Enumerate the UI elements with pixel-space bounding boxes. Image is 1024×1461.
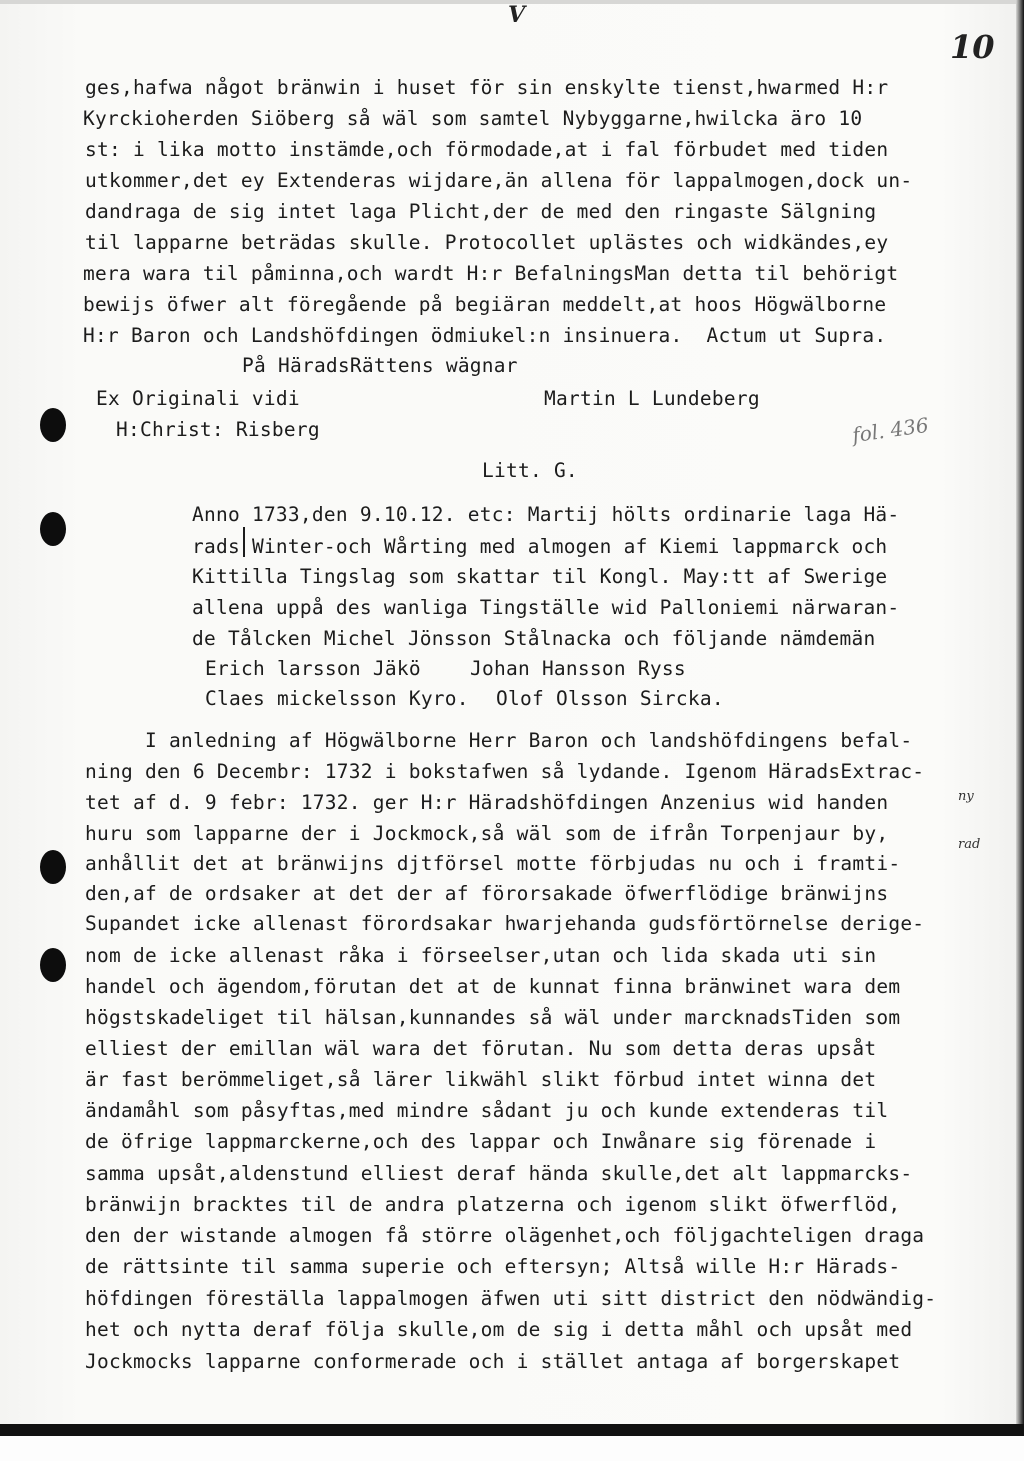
- text-line: huru som lapparne der i Jockmock,så wäl som de ifrån Torpenjaur by,: [85, 822, 889, 845]
- text-line: st: i lika motto instämde,och förmodade,at i fal förbudet med tiden: [85, 138, 889, 161]
- witness-name: H:Christ: Risberg: [116, 418, 320, 441]
- text-line: Supandet icke allenast förordsakar hwarjehanda gudsförtörnelse derige-: [85, 912, 925, 935]
- scan-bottom-edge: [0, 1424, 1024, 1436]
- text-line: samma upsåt,aldenstund elliest deraf hända skulle,det alt lappmarcks-: [85, 1162, 913, 1185]
- margin-note: [958, 762, 980, 880]
- check-mark: V: [508, 2, 526, 28]
- text-line: H:r Baron och Landshöfdingen ödmiukel:n insinuera. Actum ut Supra.: [83, 324, 887, 347]
- text-line: de Tålcken Michel Jönsson Stålnacka och följande nämdemän: [192, 627, 876, 650]
- text-line: ning den 6 Decembr: 1732 i bokstafwen så lydande. Igenom HäradsExtrac-: [85, 760, 925, 783]
- punch-hole: [40, 512, 66, 546]
- punch-hole: [40, 408, 66, 442]
- text-line: ändamåhl som påsyftas,med mindre sådant ju och kunde extenderas til: [85, 1099, 889, 1122]
- text-line: het och nytta deraf följa skulle,om de sig i detta måhl och upsåt med: [85, 1318, 913, 1341]
- juror-name: Olof Olsson Sircka.: [496, 687, 724, 710]
- punch-hole: [40, 948, 66, 982]
- signature-heading: På HäradsRättens wägnar: [242, 354, 518, 377]
- text-line: bewijs öfwer alt föregående på begiäran meddelt,at hoos Högwälborne: [83, 293, 887, 316]
- text-line: höfdingen föreställa lappalmogen äfwen uti sitt district den nödwändig-: [85, 1287, 937, 1310]
- juror-name: Johan Hansson Ryss: [470, 657, 686, 680]
- text-line: de rättsinte til samma superie och eftersyn; Altså wille H:r Härads-: [85, 1255, 901, 1278]
- text-line: högstskadeliget til hälsan,kunnandes så wäl under marcknadsTiden som: [85, 1006, 901, 1029]
- text-line: är fast berömmeliget,så lärer likwähl slikt förbud intet winna det: [85, 1068, 877, 1091]
- text-line: ges,hafwa något bränwin i huset för sin enskylte tienst,hwarmed H:r: [85, 76, 889, 99]
- page-number: 10: [950, 28, 995, 66]
- text-line: Jockmocks lapparne conformerade och i stället antaga af borgerskapet: [85, 1350, 901, 1373]
- punch-hole: [40, 850, 66, 884]
- scan-bottom-margin: [0, 1436, 1024, 1461]
- text-line: den,af de ordsaker at det der af förorsakade öfwerflödige bränwijns: [85, 882, 889, 905]
- juror-name: Claes mickelsson Kyro.: [205, 687, 469, 710]
- text-line: den der wistande almogen få större olägenhet,och följgachteligen draga: [85, 1224, 925, 1247]
- text-line: til lapparne beträdas skulle. Protocollet uplästes och widkändes,ey: [85, 231, 889, 254]
- text-line: rads Winter-och Wårting med almogen af Kiemi lappmarck och: [192, 535, 888, 558]
- margin-note-line: ny: [958, 789, 974, 804]
- text-line: anhållit det at bränwijns djtförsel motte förbjudas nu och i framti-: [85, 852, 901, 875]
- folio-note: fol. 436: [850, 412, 931, 448]
- text-line: bränwijn bracktes til de andra platzerna och igenom slikt öfwerflöd,: [85, 1193, 901, 1216]
- signatory-name: Martin L Lundeberg: [544, 387, 760, 410]
- margin-note-line: rad: [958, 837, 981, 852]
- text-line: Kittilla Tingslag som skattar til Kongl. May:tt af Swerige: [192, 565, 888, 588]
- section-heading: Litt. G.: [482, 459, 578, 482]
- scan-right-edge: [1016, 0, 1024, 1461]
- text-line: elliest der emillan wäl wara det förutan. Nu som detta deras upsåt: [85, 1037, 877, 1060]
- text-line: tet af d. 9 febr: 1732. ger H:r Häradshöfdingen Anzenius wid handen: [85, 791, 889, 814]
- text-line: handel och ägendom,förutan det at de kunnat finna bränwinet wara dem: [85, 975, 901, 998]
- text-line: mera wara til påminna,och wardt H:r BefalningsMan detta til behörigt: [83, 262, 899, 285]
- text-line: allena uppå des wanliga Tingställe wid Palloniemi närwaran-: [192, 596, 900, 619]
- juror-name: Erich larsson Jäkö: [205, 657, 421, 680]
- text-line: dandraga de sig intet laga Plicht,der de med den ringaste Sälgning: [85, 200, 877, 223]
- text-line: Kyrckioherden Siöberg så wäl som samtel Nybyggarne,hwilcka äro 10: [83, 107, 863, 130]
- text-line: de öfrige lappmarckerne,och des lappar och Inwånare sig förenade i: [85, 1130, 877, 1153]
- text-line: Anno 1733,den 9.10.12. etc: Martij hölts ordinarie laga Hä-: [192, 503, 900, 526]
- text-line: nom de icke allenast råka i förseelser,utan och lida skada uti sin: [85, 944, 877, 967]
- text-line: utkommer,det ey Extenderas wijdare,än allena för lappalmogen,dock un-: [85, 169, 913, 192]
- text-line: I anledning af Högwälborne Herr Baron och landshöfdingens befal-: [145, 729, 913, 752]
- ex-originali: Ex Originali vidi: [96, 387, 300, 410]
